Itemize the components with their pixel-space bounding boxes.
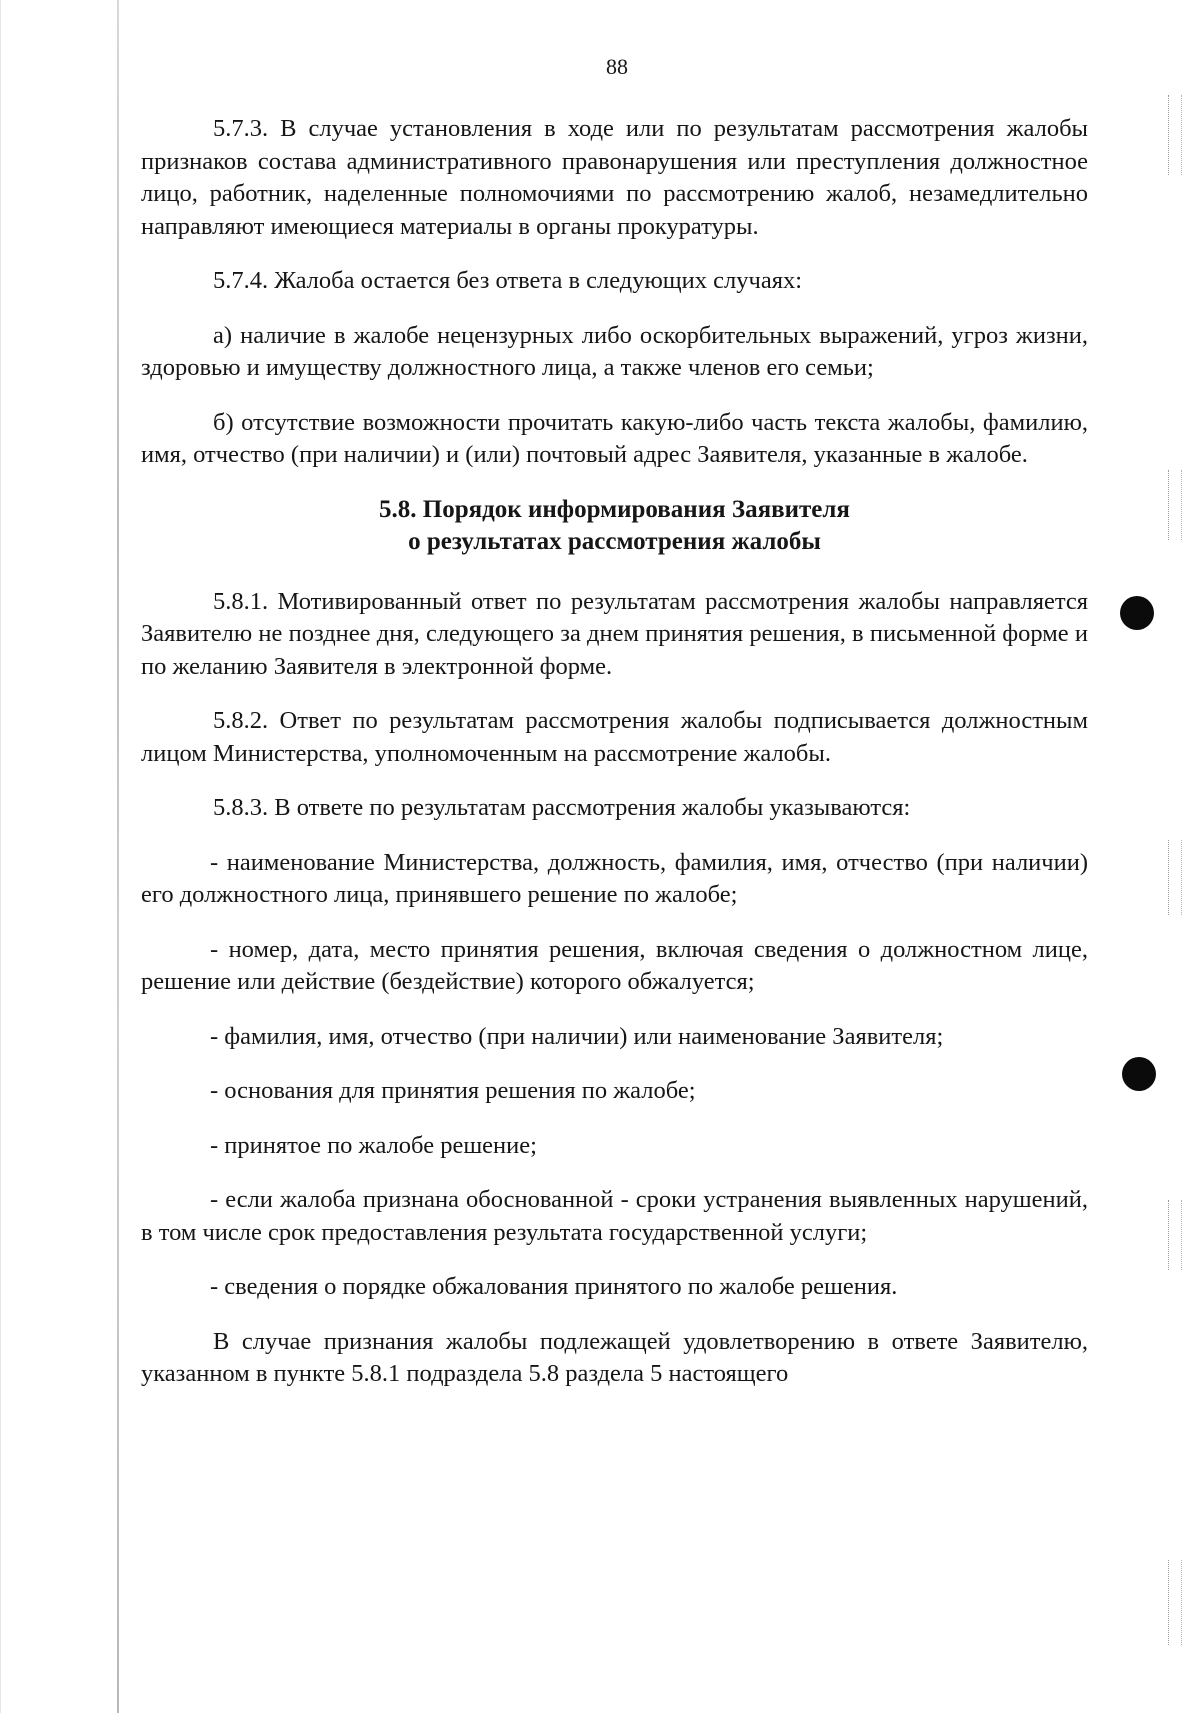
list-item-dash: - принятое по жалобе решение; [210,1131,537,1159]
scan-dot-artifact [1168,470,1182,540]
paragraph-closing: В случае признания жалобы подлежащей удовлетворению в ответе Заявителю, указанном в пункте 5.8.1 подраздела 5.8 раздела 5 настоящего [141,1327,1088,1387]
section-heading-line1: 5.8. Порядок информирования Заявителя [379,495,850,523]
list-item-dash: - номер, дата, место принятия решения, включая сведения о должностном лице, решение или действие (бездействие) которого обжалуется; [141,935,1088,995]
paragraph-5-8-1: 5.8.1. Мотивированный ответ по результатам рассмотрения жалобы направляется Заявителю не позднее дня, следующего за днем принятия решения, в письменной форме и по желанию Заявителя в электронной форме. [141,587,1088,680]
punch-hole [1120,596,1154,630]
scan-dot-artifact [1168,1200,1182,1270]
paragraph-5-8-3: 5.8.3. В ответе по результатам рассмотрения жалобы указываются: [213,794,911,821]
paragraph-5-8-2: 5.8.2. Ответ по результатам рассмотрения жалобы подписывается должностным лицом Министерства, уполномоченным на рассмотрение жалобы. [141,707,1088,767]
scan-binding-line [117,0,119,1713]
document-body [141,113,1088,1413]
paragraph-5-7-4: 5.7.4. Жалоба остается без ответа в следующих случаях: [213,267,803,294]
list-item-b: б) отсутствие возможности прочитать какую-либо часть текста жалобы, фамилию, имя, отчество (при наличии) и (или) почтовый адрес Заявителя, указанные в жалобе. [141,408,1088,468]
punch-hole [1122,1057,1156,1091]
list-item-dash: - основания для принятия решения по жалобе; [210,1077,696,1104]
scan-edge-artifact [0,0,1,1713]
scan-dot-artifact [1168,95,1182,175]
section-heading [141,494,1088,558]
page-number: 88 [606,54,628,79]
section-heading-line2: о результатах рассмотрения жалобы [408,527,821,555]
list-item-a: а) наличие в жалобе нецензурных либо оскорбительных выражений, угроз жизни, здоровью и имуществу должностного лица, а также членов его семьи; [141,321,1088,381]
paragraph-5-7-3: 5.7.3. В случае установления в ходе или по результатам рассмотрения жалобы признаков состава административного правонарушения или преступления должностное лицо, работник, наделенные полномочиями по рассмотрению жалоб, незамедлительно направляют имеющиеся материалы в органы прокуратуры. [141,115,1088,240]
scan-dot-artifact [1168,1560,1182,1645]
list-item-dash: - фамилия, имя, отчество (при наличии) или наименование Заявителя; [210,1022,944,1050]
list-item-dash: - сведения о порядке обжалования принятого по жалобе решения. [210,1273,898,1300]
list-item-dash: - если жалоба признана обоснованной - сроки устранения выявленных нарушений, в том числе срок предоставления результата государственной услуги; [141,1186,1088,1246]
scan-dot-artifact [1168,840,1182,915]
list-item-dash: - наименование Министерства, должность, фамилия, имя, отчество (при наличии) его должностного лица, принявшего решение по жалобе; [141,848,1088,908]
